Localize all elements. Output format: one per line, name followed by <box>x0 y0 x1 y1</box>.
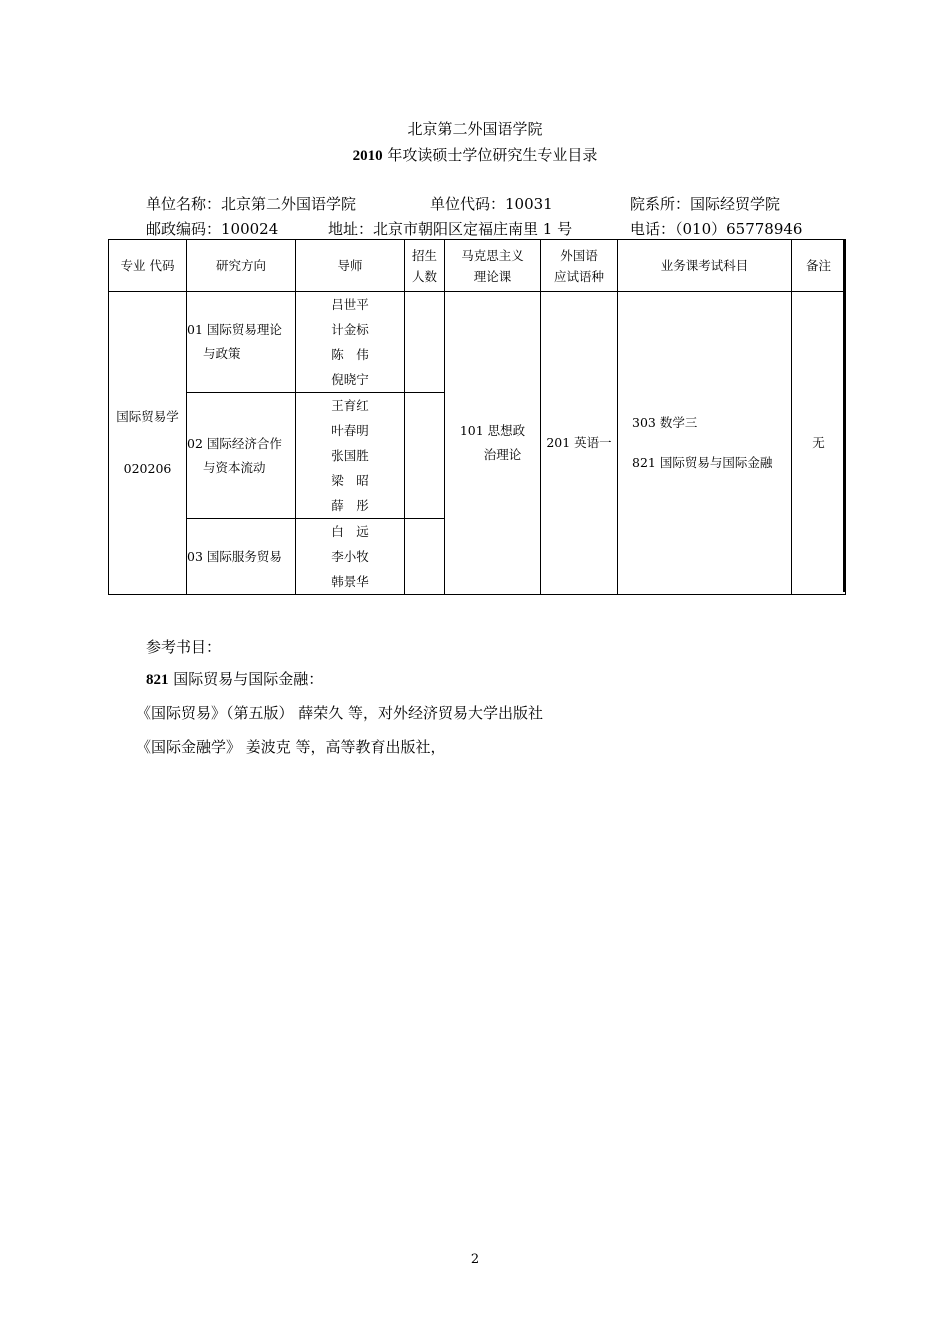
tutor-name: 李小牧 <box>331 549 369 564</box>
tutor-name: 张国胜 <box>331 448 369 463</box>
program-table <box>108 239 846 595</box>
header-language-line1: 外国语 <box>560 247 598 263</box>
references-subject-name: 国际贸易与国际金融： <box>168 670 324 688</box>
subject-2: 821 国际贸易与国际金融 <box>632 455 773 470</box>
tutor-cell <box>296 292 405 393</box>
unit-name: 单位名称：北京第二外国语学院 <box>146 195 357 213</box>
header-language <box>541 240 618 292</box>
postcode: 邮政编码：100024 <box>146 220 279 238</box>
tutor-name: 韩景华 <box>331 574 369 589</box>
references-subject <box>146 668 323 689</box>
tutor-name: 吕世平 <box>331 297 369 312</box>
major-name: 国际贸易学 <box>116 409 179 424</box>
table-row <box>109 292 846 393</box>
header-remarks: 备注 <box>792 240 846 292</box>
header-enroll <box>405 240 445 292</box>
address: 地址：北京市朝阳区定福庄南里 1 号 <box>328 220 573 238</box>
tutor-name: 薛 彤 <box>331 498 369 513</box>
subjects-cell <box>618 292 792 595</box>
catalog-title <box>0 144 950 165</box>
header-subjects: 业务课考试科目 <box>618 240 792 292</box>
enroll-cell <box>405 292 445 393</box>
header-politics-line2: 理论课 <box>473 268 512 284</box>
references-subject-code: 821 <box>146 672 169 688</box>
direction-line2: 与政策 <box>203 346 241 361</box>
catalog-title-text: 年攻读硕士学位研究生专业目录 <box>387 146 598 164</box>
header-major-code: 专业 代码 <box>109 240 187 292</box>
direction-cell <box>187 519 296 595</box>
direction-line2: 与资本流动 <box>203 459 266 475</box>
direction-line1: 02 国际经济合作 <box>187 435 282 451</box>
enroll-cell <box>405 519 445 595</box>
direction-cell <box>187 292 296 393</box>
politics-cell <box>445 292 541 595</box>
header-enroll-line2: 人数 <box>411 268 437 284</box>
unit-code: 单位代码：10031 <box>430 195 553 213</box>
header-enroll-line1: 招生 <box>411 247 437 263</box>
politics-line1: 101 思想政 <box>459 423 526 438</box>
header-direction: 研究方向 <box>187 240 296 292</box>
tutor-cell <box>296 519 405 595</box>
table-header-row <box>109 240 846 292</box>
phone: 电话：（010）65778946 <box>630 220 803 238</box>
tutor-cell <box>296 393 405 519</box>
tutor-name: 梁 昭 <box>331 473 369 488</box>
tutor-name: 计金标 <box>331 322 369 337</box>
tutor-name: 倪晓宁 <box>331 372 369 387</box>
tutor-name: 白 远 <box>331 524 369 539</box>
reference-book: 《国际贸易》（第五版） 薛荣久 等，对外经济贸易大学出版社 <box>136 704 544 722</box>
direction-line1: 03 国际服务贸易 <box>187 548 282 564</box>
direction-line1: 01 国际贸易理论 <box>187 322 282 337</box>
reference-book: 《国际金融学》 姜波克 等，高等教育出版社， <box>136 738 446 756</box>
tutor-name: 王育红 <box>331 398 369 413</box>
header-politics-line1: 马克思主义 <box>461 247 524 263</box>
politics-line2: 治理论 <box>483 447 522 462</box>
tutor-name: 叶春明 <box>331 423 369 438</box>
header-politics <box>445 240 541 292</box>
header-language-line2: 应试语种 <box>553 268 604 284</box>
major-cell <box>109 292 187 595</box>
page-number: 2 <box>470 1252 480 1267</box>
direction-cell <box>187 393 296 519</box>
subject-1: 303 数学三 <box>632 415 698 430</box>
language-cell: 201 英语一 <box>541 292 618 595</box>
table-right-border <box>843 239 845 592</box>
references-title: 参考书目： <box>146 638 222 656</box>
major-code: 020206 <box>123 461 172 476</box>
catalog-year: 2010 <box>352 148 383 164</box>
tutor-name: 陈 伟 <box>331 347 369 362</box>
header-tutor: 导师 <box>296 240 405 292</box>
school-title: 北京第二外国语学院 <box>407 120 543 138</box>
enroll-cell <box>405 393 445 519</box>
department: 院系所：国际经贸学院 <box>630 195 781 213</box>
remark-cell: 无 <box>792 292 846 595</box>
